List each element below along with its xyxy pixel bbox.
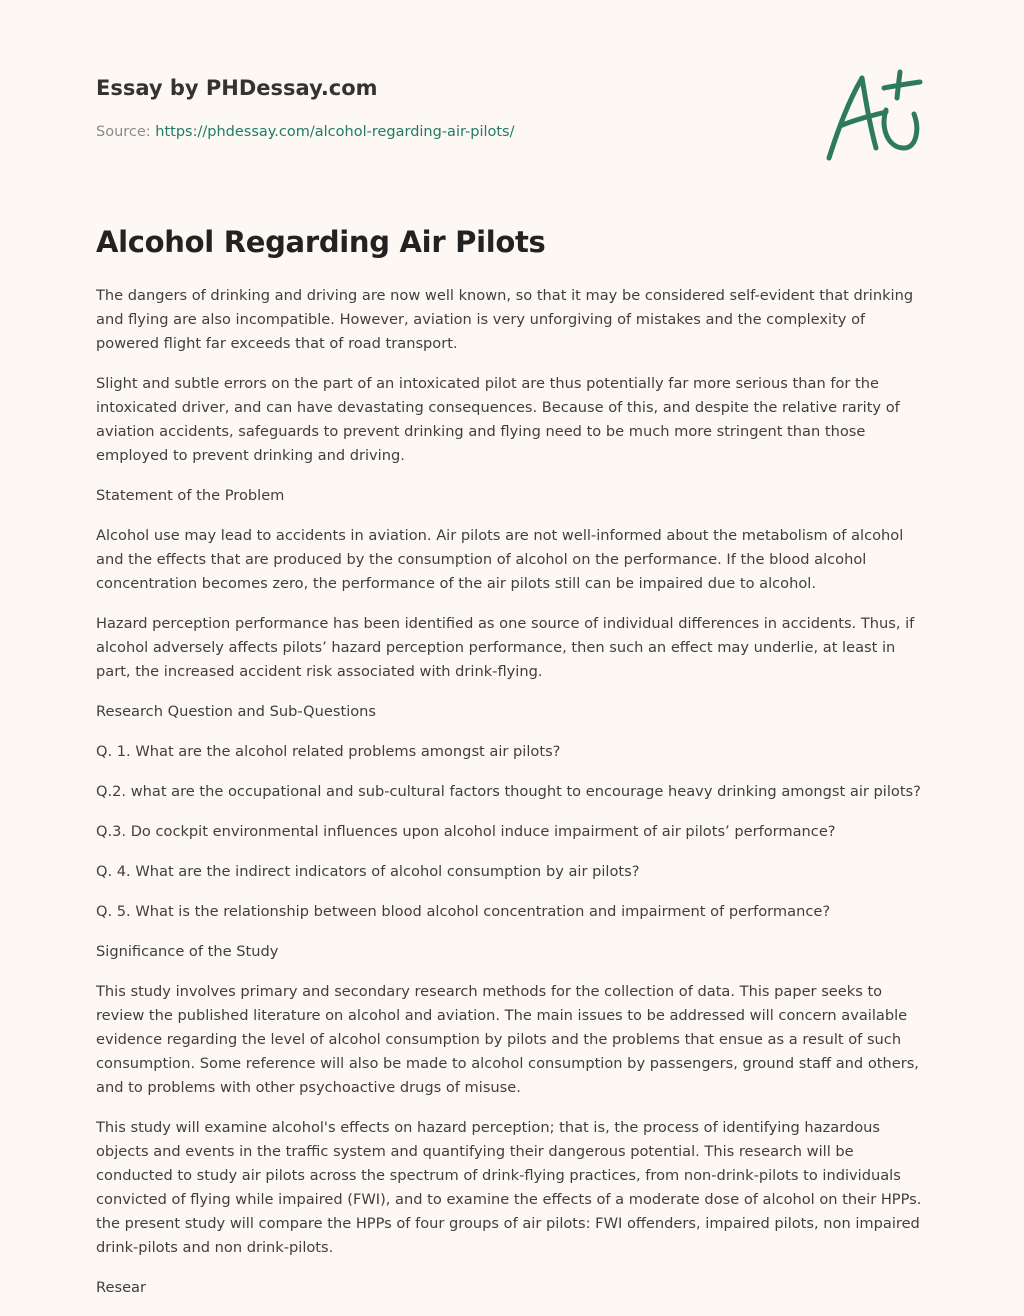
- section-heading: Research Question and Sub-Questions: [96, 703, 377, 720]
- source-line: [96, 124, 515, 140]
- paragraph: The dangers of drinking and driving are now well known, so that it may be considered self-evident that drinking and flying are also incompatible. However, aviation is very unforgiving of mistakes and the complexity of powered flight far exceeds that of road transport.: [96, 287, 914, 352]
- source-link[interactable]: https://phdessay.com/alcohol-regarding-air-pilots/: [155, 124, 515, 140]
- question-item: Q. 1. What are the alcohol related problems amongst air pilots?: [96, 743, 561, 760]
- a-plus-logo-icon: [824, 68, 924, 164]
- essay-page: [96, 0, 928, 1296]
- truncated-heading: Resear: [96, 1279, 146, 1296]
- question-item: Q. 5. What is the relationship between blood alcohol concentration and impairment of performance?: [96, 903, 831, 920]
- paragraph: This study will examine alcohol's effects on hazard perception; that is, the process of identifying hazardous objects and events in the traffic system and quantifying their dangerous potential. This research will be conducted to study air pilots across the spectrum of drink-flying practices, from non-drink-pilots to individuals convicted of flying while impaired (FWI), and to examine the effects of a moderate dose of alcohol on their HPPs. the present study will compare the HPPs of four groups of air pilots: FWI offenders, impaired pilots, non impaired drink-pilots and non drink-pilots.: [96, 1119, 922, 1256]
- paragraph: Slight and subtle errors on the part of an intoxicated pilot are thus potentially far more serious than for the intoxicated driver, and can have devastating consequences. Because of this, and despite the relative rarity of aviation accidents, safeguards to prevent drinking and flying need to be much more stringent than those employed to prevent drinking and driving.: [96, 375, 900, 464]
- question-item: Q.3. Do cockpit environmental influences upon alcohol induce impairment of air pilots’ performance?: [96, 823, 836, 840]
- paragraph: Alcohol use may lead to accidents in aviation. Air pilots are not well-informed about the metabolism of alcohol and the effects that are produced by the consumption of alcohol on the performance. If the blood alcohol concentration becomes zero, the performance of the air pilots still can be impaired due to alcohol.: [96, 527, 904, 592]
- section-heading: Statement of the Problem: [96, 487, 285, 504]
- question-item: Q.2. what are the occupational and sub-cultural factors thought to encourage heavy drinking amongst air pilots?: [96, 783, 921, 800]
- article-title: Alcohol Regarding Air Pilots: [96, 225, 546, 259]
- paragraph: Hazard perception performance has been identified as one source of individual differences in accidents. Thus, if alcohol adversely affects pilots’ hazard perception performance, then such an effect may underlie, at least in part, the increased accident risk associated with drink-flying.: [96, 615, 915, 680]
- section-heading: Significance of the Study: [96, 943, 279, 960]
- question-item: Q. 4. What are the indirect indicators of alcohol consumption by air pilots?: [96, 863, 640, 880]
- page-header: [96, 0, 928, 200]
- source-label: Source:: [96, 124, 151, 140]
- site-name: Essay by PHDessay.com: [96, 76, 378, 100]
- article-body: [96, 284, 928, 1316]
- paragraph: This study involves primary and secondary research methods for the collection of data. This paper seeks to review the published literature on alcohol and aviation. The main issues to be addressed will concern available evidence regarding the level of alcohol consumption by pilots and the problems that ensue as a result of such consumption. Some reference will also be made to alcohol consumption by passengers, ground staff and others, and to problems with other psychoactive drugs of misuse.: [96, 983, 919, 1096]
